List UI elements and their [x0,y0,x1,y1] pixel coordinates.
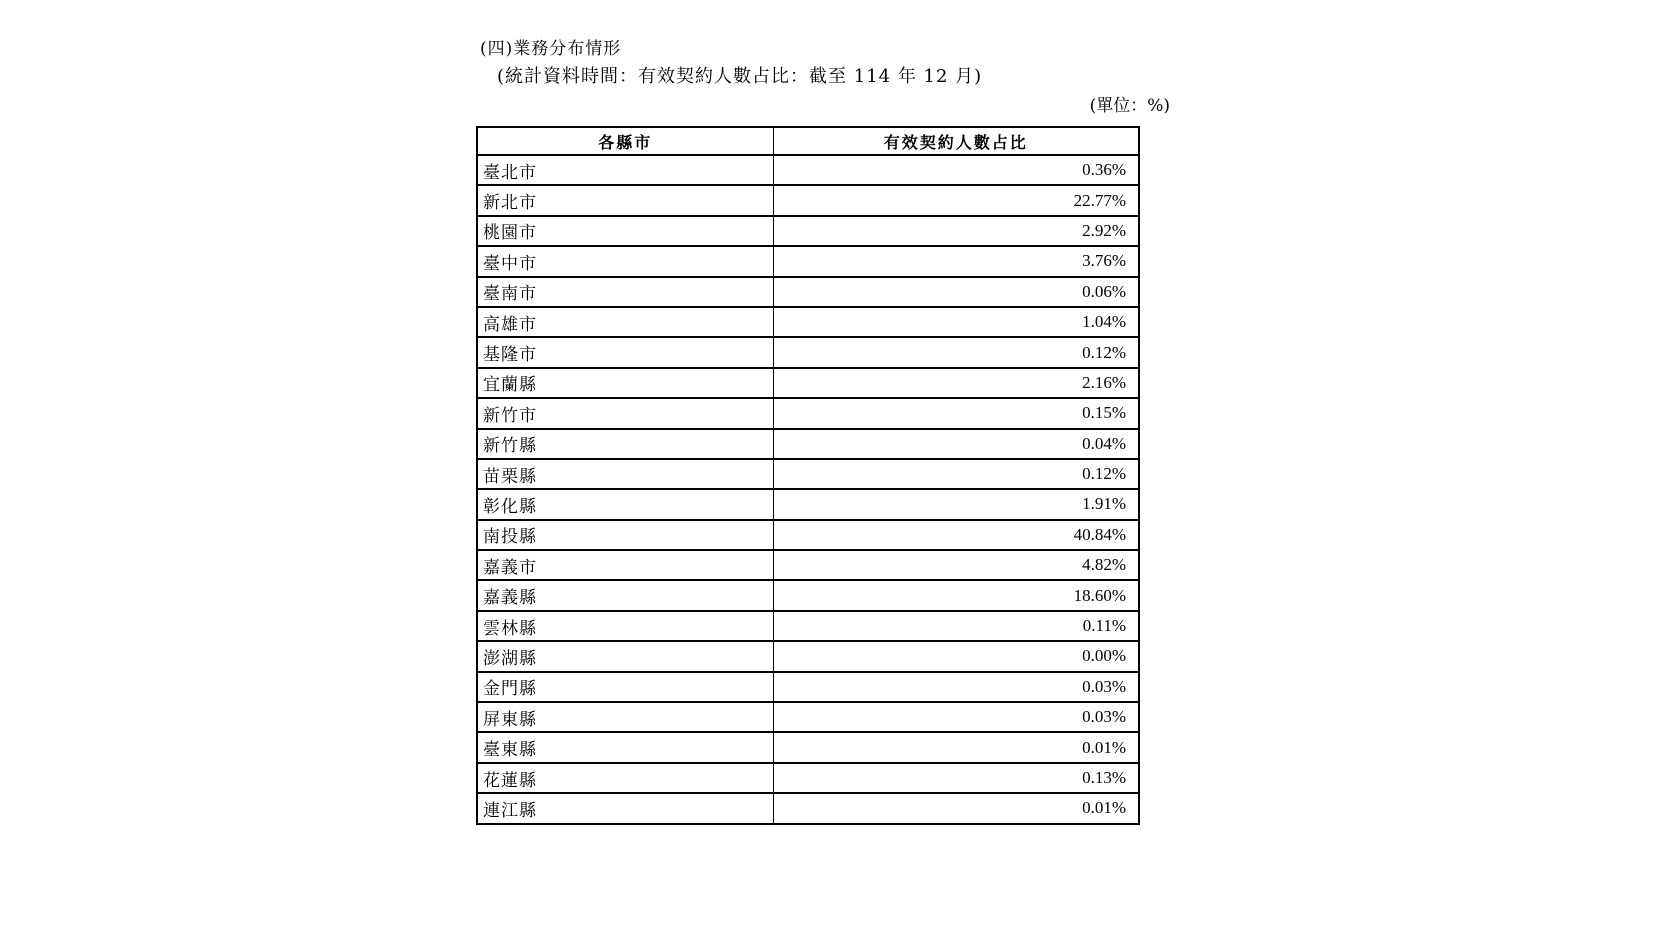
ratio-cell: 0.04% [773,429,1139,459]
ratio-cell: 0.13% [773,763,1139,793]
ratio-cell: 18.60% [773,580,1139,610]
table-row [477,216,1139,246]
table-row [477,337,1139,367]
table-row [477,611,1139,641]
region-cell: 彰化縣 [477,489,773,519]
region-cell: 新竹市 [477,398,773,428]
ratio-cell: 1.04% [773,307,1139,337]
column-header-ratio: 有效契約人數占比 [773,127,1139,155]
ratio-cell: 0.11% [773,611,1139,641]
ratio-cell: 0.00% [773,641,1139,671]
ratio-cell: 0.15% [773,398,1139,428]
table-row [477,368,1139,398]
ratio-cell: 0.03% [773,672,1139,702]
region-cell: 新竹縣 [477,429,773,459]
table-row [477,429,1139,459]
region-cell: 苗栗縣 [477,459,773,489]
table-row [477,277,1139,307]
ratio-cell: 2.92% [773,216,1139,246]
table-row [477,307,1139,337]
table-row [477,580,1139,610]
table-row [477,155,1139,185]
ratio-cell: 22.77% [773,185,1139,215]
ratio-cell: 1.91% [773,489,1139,519]
statistics-period-note: (統計資料時間：有效契約人數占比：截至 114 年 12 月) [497,66,983,87]
table-row [477,763,1139,793]
region-cell: 嘉義縣 [477,580,773,610]
table-row [477,641,1139,671]
table-row [477,520,1139,550]
ratio-cell: 0.06% [773,277,1139,307]
table-header [477,127,1139,155]
region-cell: 連江縣 [477,793,773,823]
region-cell: 雲林縣 [477,611,773,641]
table-row [477,672,1139,702]
table-row [477,246,1139,276]
ratio-cell: 3.76% [773,246,1139,276]
header-row [477,127,1139,155]
region-cell: 金門縣 [477,672,773,702]
table-row [477,398,1139,428]
unit-note: (單位：%) [1089,96,1170,116]
region-cell: 臺北市 [477,155,773,185]
ratio-cell: 0.03% [773,702,1139,732]
ratio-cell: 0.01% [773,732,1139,762]
region-cell: 南投縣 [477,520,773,550]
region-cell: 新北市 [477,185,773,215]
table-row [477,550,1139,580]
region-cell: 澎湖縣 [477,641,773,671]
table-row [477,459,1139,489]
table-body [477,155,1139,824]
region-cell: 高雄市 [477,307,773,337]
ratio-cell: 2.16% [773,368,1139,398]
region-cell: 嘉義市 [477,550,773,580]
table-row [477,732,1139,762]
ratio-cell: 4.82% [773,550,1139,580]
table-row [477,702,1139,732]
region-cell: 花蓮縣 [477,763,773,793]
column-header-region: 各縣市 [477,127,773,155]
region-cell: 基隆市 [477,337,773,367]
region-cell: 臺東縣 [477,732,773,762]
table-row [477,489,1139,519]
ratio-cell: 40.84% [773,520,1139,550]
region-cell: 宜蘭縣 [477,368,773,398]
region-cell: 臺南市 [477,277,773,307]
table-row [477,185,1139,215]
region-cell: 臺中市 [477,246,773,276]
ratio-cell: 0.01% [773,793,1139,823]
ratio-cell: 0.12% [773,337,1139,367]
table-row [477,793,1139,823]
region-cell: 桃園市 [477,216,773,246]
section-title: (四)業務分布情形 [480,39,622,59]
ratio-cell: 0.12% [773,459,1139,489]
region-cell: 屏東縣 [477,702,773,732]
ratio-cell: 0.36% [773,155,1139,185]
business-distribution-table [476,126,1140,825]
